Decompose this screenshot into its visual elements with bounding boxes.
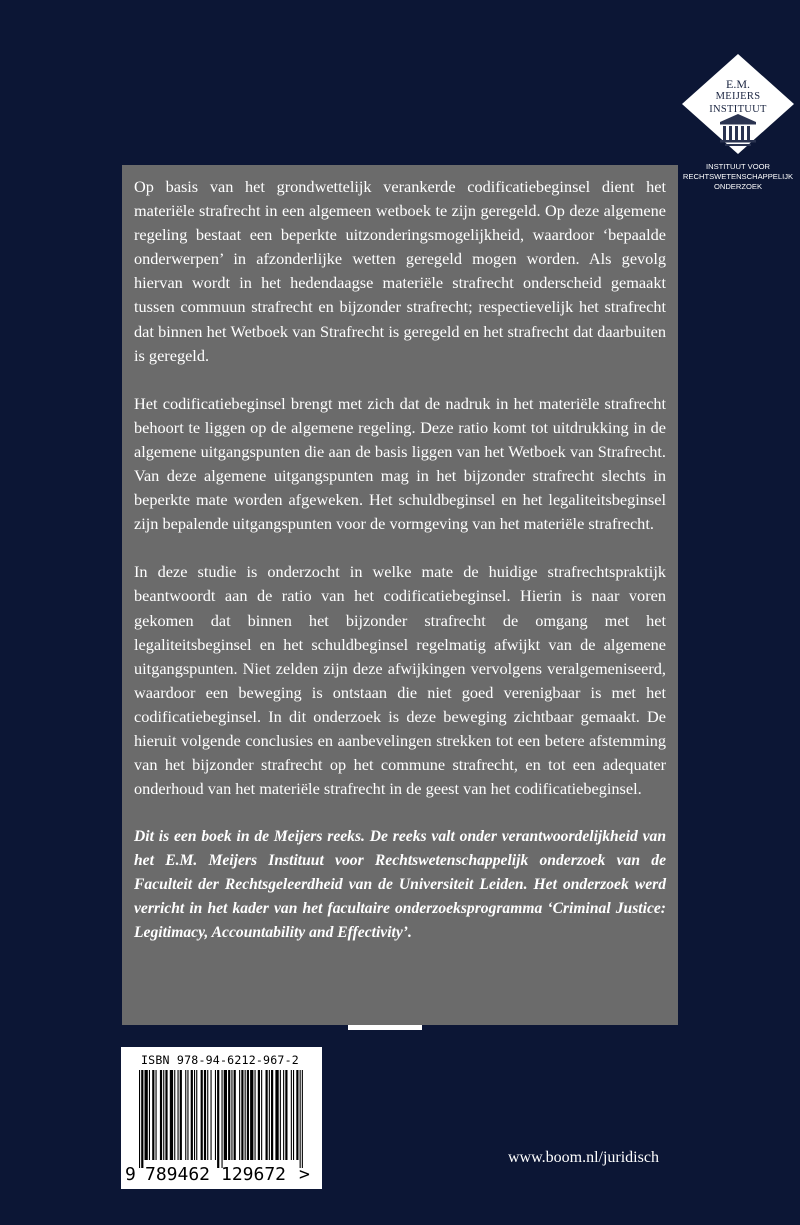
series-note: Dit is een boek in de Meijers reeks. De reeks valt onder verantwoordelijkheid van het E.M. Meijers Instituut voor Rechtswetenschappelijk onderzoek van de Faculteit der Rechtsgeleerdheid van de Universiteit Leiden. Het onderzoek werd verricht in het kader van het facultaire onderzoeksprogramma ‘Criminal Justice: Legitimacy, Accountability and Effectivity’.	[134, 828, 666, 942]
meijers-logo	[680, 52, 796, 200]
logo-caption	[674, 162, 800, 192]
barcode-digits-left: 789462	[145, 1164, 211, 1185]
logo-text-instituut: INSTITUUT	[709, 104, 767, 115]
blurb-text	[134, 175, 666, 945]
blurb-panel	[122, 165, 678, 1025]
barcode-bars	[137, 1070, 307, 1170]
logo-emblem	[680, 52, 796, 156]
logo-caption-line: INSTITUUT VOOR	[706, 162, 770, 171]
logo-caption-line: RECHTSWETENSCHAPPELIJK	[682, 172, 794, 181]
blurb-paragraph: In deze studie is onderzocht in welke mate de huidige strafrechtspraktijk beantwoordt aan de ratio van het codificatiebeginsel. Hierin is naar voren gekomen dat binnen het bijzonder strafrecht de omgang met het legaliteitsbeginsel en het schuldbeginsel regelmatig afwijkt van de algemene uitgangspunten. Niet zelden zijn deze afwijkingen vervolgens veralgemeniseerd, waardoor een beweging is ontstaan die niet goed verenigbaar is met het codificatiebeginsel. In dit onderzoek is deze beweging zichtbaar gemaakt. De hieruit volgende conclusies en aanbevelingen strekken tot een betere afstemming van het bijzonder strafrecht op het commune strafrecht, en tot een adequater onderhoud van het materiële strafrecht in de geest van het codificatiebeginsel.	[134, 562, 666, 799]
barcode-digit-first: 9	[125, 1164, 136, 1185]
blurb-paragraph: Op basis van het grondwettelijk verankerde codificatiebeginsel dient het materiële strafrecht in een algemeen wetboek te zijn geregeld. Op deze algemene regeling bestaat een beperkte uitzonderingsmogelijkheid, waardoor ‘bepaalde onderwerpen’ in afzonderlijke wetten geregeld mogen worden. Als gevolg hiervan wordt in het hedendaagse materiële strafrecht onderscheid gemaakt tussen commuun strafrecht en bijzonder strafrecht; respectievelijk het strafrecht dat binnen het Wetboek van Strafrecht is geregeld en het strafrecht dat daarbuiten is geregeld.	[134, 177, 666, 365]
blurb-paragraph: Het codificatiebeginsel brengt met zich dat de nadruk in het materiële strafrecht behoort te liggen op de algemene regeling. Deze ratio komt tot uitdrukking in de algemene uitgangspunten die aan de basis liggen van het Wetboek van Strafrecht. Van deze algemene uitgangspunten mag in het bijzonder strafrecht slechts in beperkte mate worden afgeweken. Het schuldbeginsel en het legaliteitsbeginsel zijn bepalende uitgangspunten voor de vormgeving van het materiële strafrecht.	[134, 393, 666, 534]
logo-text-em: E.M.	[726, 77, 750, 91]
barcode-marker: >	[299, 1164, 310, 1185]
isbn-label: ISBN 978-94-6212-967-2	[141, 1053, 299, 1067]
isbn-barcode	[121, 1047, 322, 1189]
publisher-website: www.boom.nl/juridisch	[508, 1149, 659, 1166]
barcode-digits-right: 129672	[221, 1164, 287, 1185]
logo-text-meijers: MEIJERS	[715, 91, 761, 102]
logo-caption-line: ONDERZOEK	[713, 182, 763, 191]
panel-accent-bar	[348, 1025, 422, 1030]
